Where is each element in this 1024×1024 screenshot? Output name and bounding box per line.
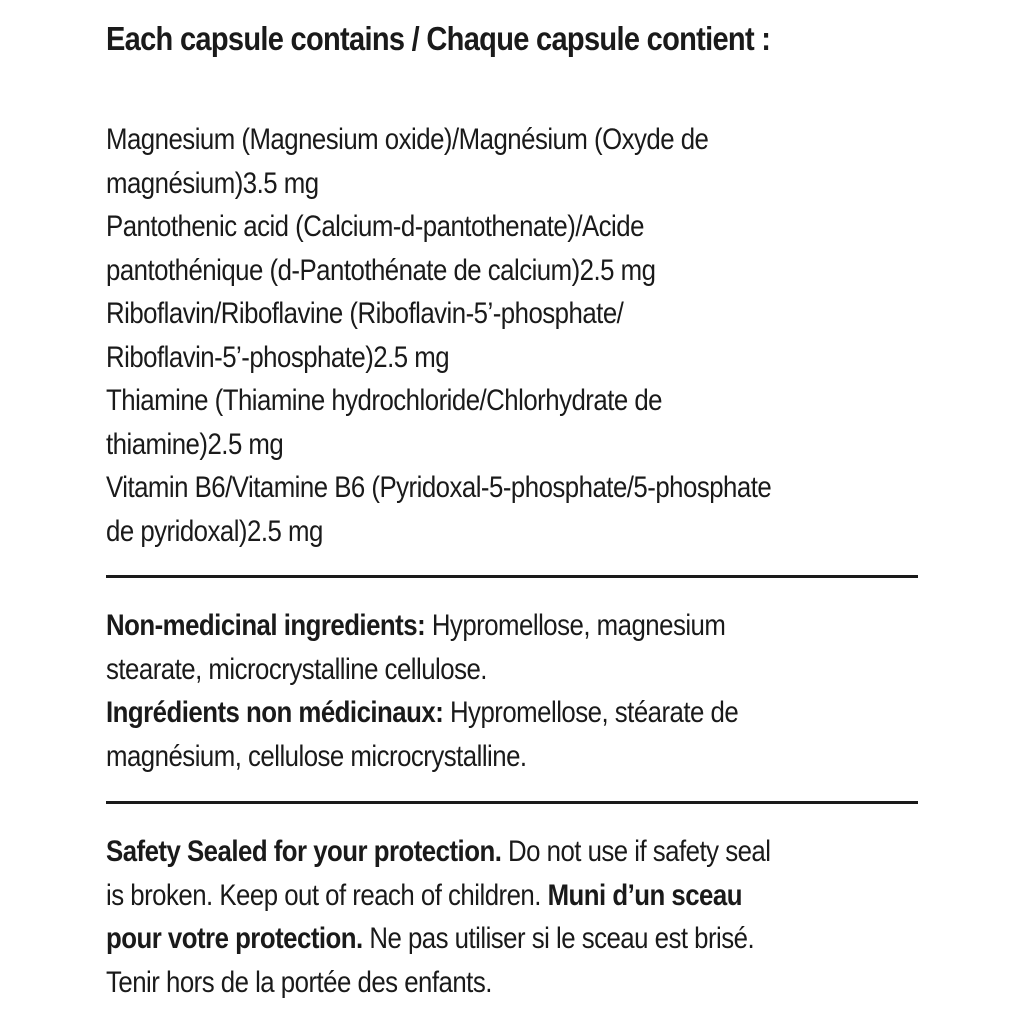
ingredient-name-cont: Riboflavin-5’-phosphate) — [106, 340, 374, 374]
ingredient-name: Thiamine (Thiamine hydrochloride/Chlorhydrate de — [106, 384, 663, 417]
ingredient-amount: 3.5 mg — [242, 166, 319, 200]
ingredient-amount: 2.5 mg — [246, 514, 323, 548]
ingredient-amount-line — [106, 510, 918, 554]
non-medicinal-text-fr-cont: magnésium, cellulose microcrystalline. — [106, 739, 527, 773]
ingredient-name-line — [106, 118, 918, 162]
safety-text-en-cont: is broken. Keep out of reach of children. — [106, 878, 541, 912]
ingredient-amount: 2.5 mg — [207, 427, 284, 461]
non-medicinal-text-en-cont: stearate, microcrystalline cellulose. — [106, 652, 487, 686]
ingredient-name: Riboflavin/Riboflavine (Riboflavin-5’-phosphate/ — [106, 297, 624, 330]
ingredient-amount-line — [106, 423, 918, 467]
ingredient-name-line — [106, 379, 918, 423]
safety-label-fr: Muni d’un sceau — [547, 878, 742, 912]
ingredient-amount: 2.5 mg — [579, 253, 656, 287]
safety-text-fr-cont: Tenir hors de la portée des enfants. — [106, 965, 492, 999]
non-medicinal-text-en: Hypromellose, magnesium — [431, 609, 726, 642]
non-medicinal-text-fr: Hypromellose, stéarate de — [449, 696, 739, 729]
ingredient-name-cont: magnésium) — [106, 166, 243, 200]
ingredient-name-cont: de pyridoxal) — [106, 514, 247, 548]
ingredient-name: Pantothenic acid (Calcium-d-pantothenate)/Acide — [106, 210, 644, 243]
ingredient-name-cont: thiamine) — [106, 427, 208, 461]
safety-label-fr-cont: pour votre protection. — [106, 922, 363, 955]
ingredient-name-line — [106, 292, 918, 336]
non-medicinal-label-fr: Ingrédients non médicinaux: — [106, 696, 444, 729]
ingredient-name-line — [106, 205, 918, 249]
non-medicinal-ingredients — [106, 604, 918, 778]
safety-text-fr: Ne pas utiliser si le sceau est brisé. — [369, 922, 755, 955]
supplement-label — [106, 0, 918, 1024]
ingredient-amount-line — [106, 336, 918, 380]
section-divider — [106, 575, 918, 578]
ingredient-name-cont: pantothénique (d-Pantothénate de calcium) — [106, 253, 580, 287]
capsule-contents-heading: Each capsule contains / Chaque capsule contient : — [106, 20, 771, 57]
ingredient-amount: 2.5 mg — [373, 340, 450, 374]
safety-text-en: Do not use if safety seal — [508, 835, 771, 868]
safety-label-en: Safety Sealed for your protection. — [106, 835, 502, 868]
ingredient-amount-line — [106, 162, 918, 206]
non-medicinal-label-en: Non-medicinal ingredients: — [106, 609, 426, 642]
safety-notice — [106, 830, 918, 1004]
medicinal-ingredients-list — [106, 118, 918, 553]
ingredient-name: Magnesium (Magnesium oxide)/Magnésium (Oxyde de — [106, 123, 709, 156]
ingredient-amount-line — [106, 249, 918, 293]
ingredient-name: Vitamin B6/Vitamine B6 (Pyridoxal-5-phosphate/5-phosphate — [106, 471, 772, 504]
ingredient-name-line — [106, 466, 918, 510]
section-divider — [106, 801, 918, 804]
